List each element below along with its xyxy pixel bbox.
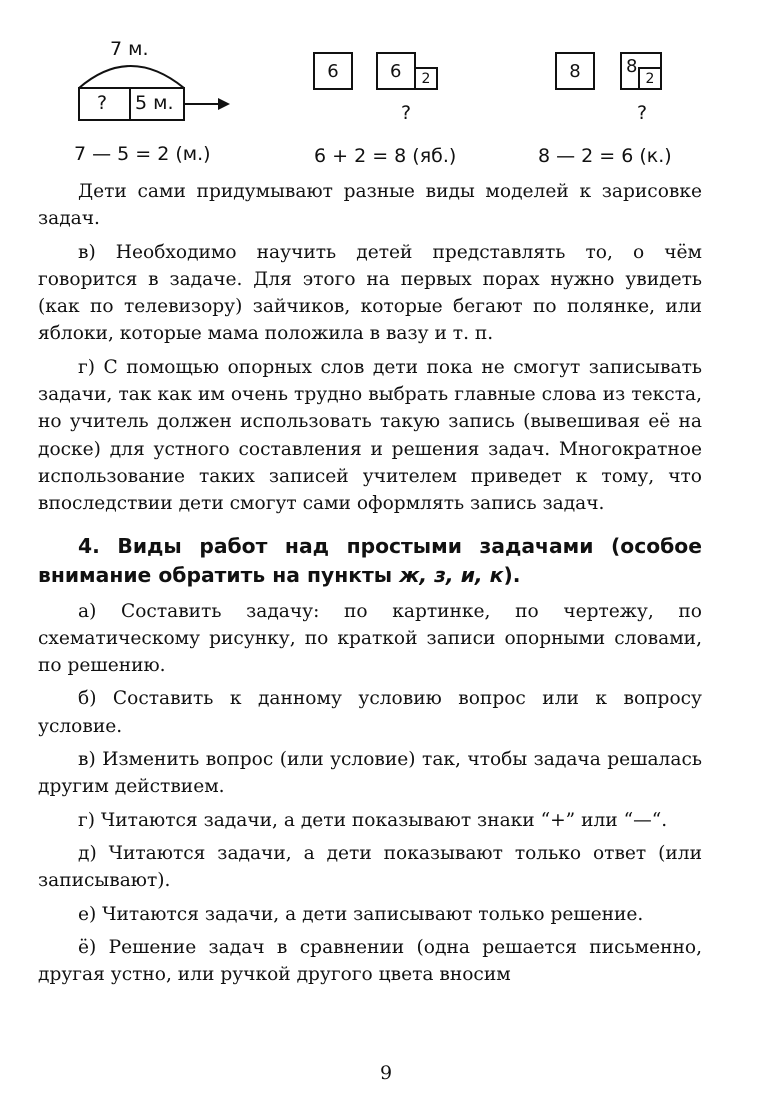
small-number-box: 2	[414, 67, 438, 90]
question-mark: ?	[401, 102, 412, 124]
list-item: г) Читаются задачи, а дети показывают знаки “+” или “—“.	[78, 809, 668, 831]
list-item: д) Читаются задачи, а дети показывают только ответ (или записывают).	[38, 842, 702, 892]
number-box: 8	[620, 52, 662, 90]
heading-end: ).	[503, 562, 521, 587]
arrow-head-icon	[218, 98, 230, 110]
small-number-box: 2	[638, 67, 662, 90]
paragraph: в) Необходимо научить детей представлять то, о чём говорится в задаче. Для этого на первых порах нужно увидеть (как по телевизору) зайчиков, которые бегают по полянке, или яблоки, которые мама положила в вазу и т. п.	[38, 241, 702, 345]
heading-main: 4. Виды работ над простыми задачами (особое внимание обратить на пункты	[38, 533, 702, 587]
list-item: в) Изменить вопрос (или условие) так, чтобы задача решалась другим действием.	[38, 749, 702, 798]
segment-total-label: 7 м.	[110, 38, 149, 60]
equation-3: 8 — 2 = 6 (к.)	[538, 145, 672, 167]
number-box: 6	[376, 52, 416, 90]
equation-2: 6 + 2 = 8 (яб.)	[314, 145, 457, 167]
equation-1: 7 — 5 = 2 (м.)	[74, 143, 211, 165]
section-heading	[38, 532, 702, 590]
segment-known-label: 5 м.	[135, 92, 174, 114]
list-item: б) Составить к данному условию вопрос или к вопросу условие.	[38, 688, 702, 737]
figures-row	[0, 0, 772, 175]
paragraph: г) С помощью опорных слов дети пока не смогут записывать задачи, так как им очень трудно выбрать главные слова из текста, но учитель должен использовать такую запись (вывешивая её на доске) для устного составления и решения задач. Многократное использование таких записей учителем приведет к тому, что впоследствии дети смогут сами оформлять запись задач.	[38, 356, 702, 515]
list-item: е) Читаются задачи, а дети записывают только решение.	[78, 903, 644, 925]
page-content	[38, 178, 702, 994]
list-item: а) Составить задачу: по картинке, по чертежу, по схематическому рисунку, по краткой записи опорными словами, по решению.	[38, 600, 702, 677]
page-number: 9	[379, 1062, 393, 1084]
list-item: ё) Решение задач в сравнении (одна решается письменно, другая устно, или ручкой другого цвета вносим	[38, 936, 702, 986]
heading-letters: ж, з, и, к	[399, 562, 504, 587]
number-box: 8	[555, 52, 595, 90]
question-mark: ?	[637, 102, 648, 124]
brace-arc	[79, 66, 184, 88]
number-box: 6	[313, 52, 353, 90]
segment-diagram	[0, 0, 240, 130]
segment-unknown-label: ?	[97, 92, 108, 114]
paragraph: Дети сами придумывают разные виды моделей к зарисовке задач.	[38, 181, 702, 230]
